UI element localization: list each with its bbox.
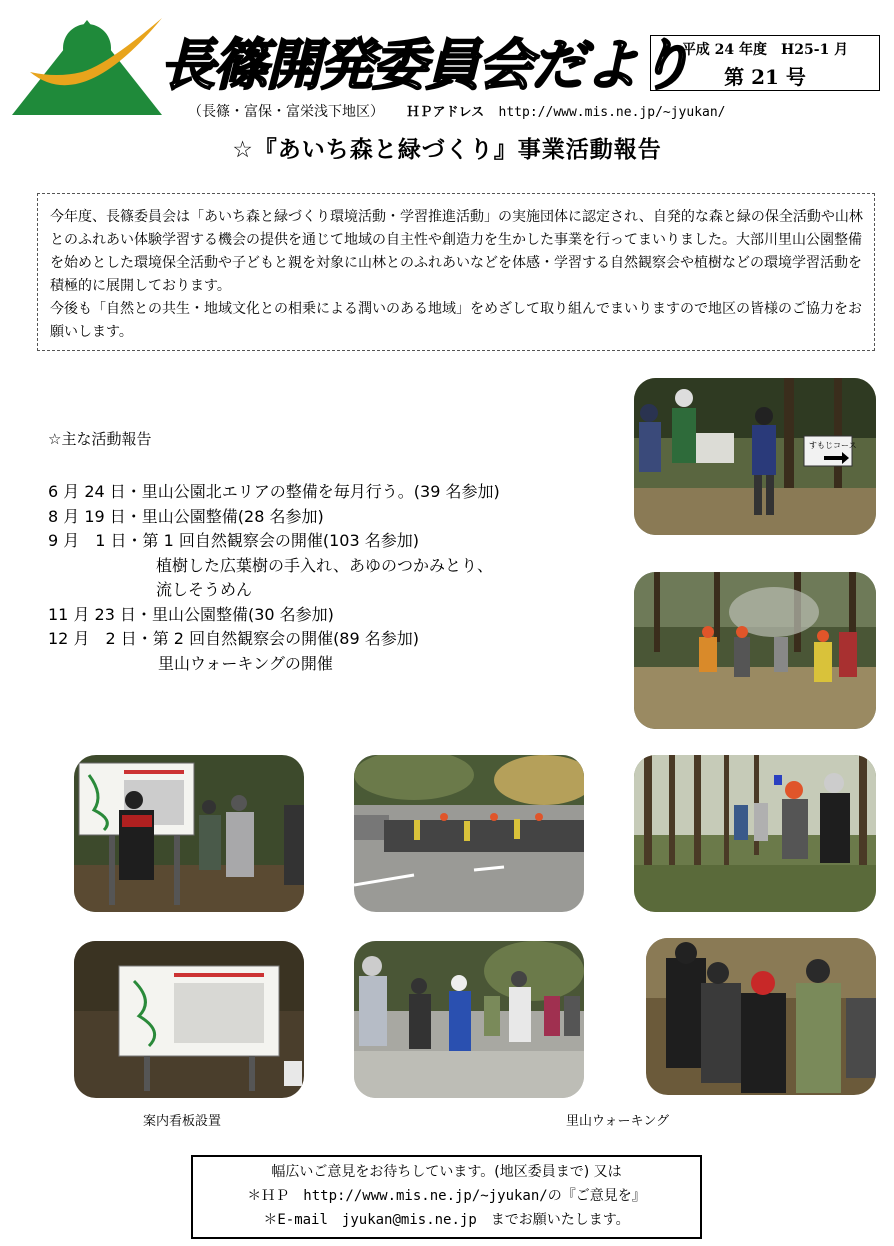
activity-item: 8 月 19 日・里山公園整備(28 名参加) [48, 506, 324, 526]
photo-forest-gathering [634, 572, 876, 729]
photo-cedar-walk [634, 755, 876, 912]
photo-children-eating [646, 938, 876, 1095]
caption-guide-board: 案内看板設置 [143, 1114, 222, 1129]
photo-walking-group [354, 941, 584, 1098]
issue-number: 第 21 号 [724, 65, 806, 89]
activities-heading: ☆主な活動報告 [48, 430, 152, 448]
issue-box [650, 35, 880, 91]
activity-item: 9 月 1 日・第 1 回自然観察会の開催(103 名参加) [48, 531, 419, 550]
feedback-line-email[interactable]: ＊E-mail jyukan@mis.ne.jp までお願いたします。 [263, 1212, 630, 1228]
district-label: （長篠・富保・富栄浅下地区） [188, 104, 384, 120]
activities-list [48, 480, 500, 676]
committee-logo [12, 10, 162, 115]
activity-detail: 植樹した広葉樹の手入れ、あゆのつかみとり、 [156, 555, 493, 575]
activity-item: 12 月 2 日・第 2 回自然観察会の開催(89 名参加) [48, 629, 419, 648]
activity-item: 11 月 23 日・里山公園整備(30 名参加) [48, 604, 334, 624]
intro-box [37, 193, 875, 351]
intro-paragraph-1: 今年度、長篠委員会は「あいち森と緑づくり環境活動・学習推進活動」の実施団体に認定され、自発的な森と緑の保全活動や山林とのふれあい体験学習する機会の提供を通じて地域の自主性や創造力を生かした事業を行ってまいりました。大部川里山公園整備を始めとした環境保全活動や子どもと親を対象に山林とのふれあいなどを体感・学習する自然観察会や植樹などの環境学習活動を積極的に展開しております。 [50, 209, 863, 294]
photo-parking-crowd [354, 755, 584, 912]
activity-item: 6 月 24 日・里山公園北エリアの整備を毎月行う。(39 名参加) [48, 482, 500, 501]
feedback-line-1: 幅広いご意見をお待ちしています。(地区委員まで) 又は [271, 1164, 622, 1180]
photo-board-install [74, 755, 304, 912]
sign-text: すもじコース [809, 441, 857, 450]
photo-trail-sign [634, 378, 876, 535]
activity-detail: 流しそうめん [156, 580, 253, 599]
page-title: ☆『あいち森と緑づくり』事業活動報告 [232, 137, 662, 163]
hp-url-link[interactable]: http://www.mis.ne.jp/~jyukan/ [498, 105, 726, 120]
header-subline [188, 101, 726, 121]
feedback-line-hp[interactable]: ＊ＨＰ http://www.mis.ne.jp/~jyukan/の『ご意見を』 [247, 1188, 646, 1204]
photo-guide-board [74, 941, 304, 1098]
caption-satoyama-walk: 里山ウォーキング [566, 1114, 670, 1129]
hp-label: ＨＰアドレス [406, 105, 485, 120]
newsletter-masthead: 長篠開発委員会だより [160, 33, 691, 97]
feedback-box [191, 1155, 702, 1239]
issue-year: 平成 24 年度 H25-1 月 [681, 42, 849, 58]
intro-paragraph-2: 今後も「自然との共生・地域文化との相乗による潤いのある地域」をめざして取り組んでまいりますので地区の皆様のご協力をお願いします。 [50, 301, 862, 340]
activity-detail: 里山ウォーキングの開催 [158, 653, 333, 673]
